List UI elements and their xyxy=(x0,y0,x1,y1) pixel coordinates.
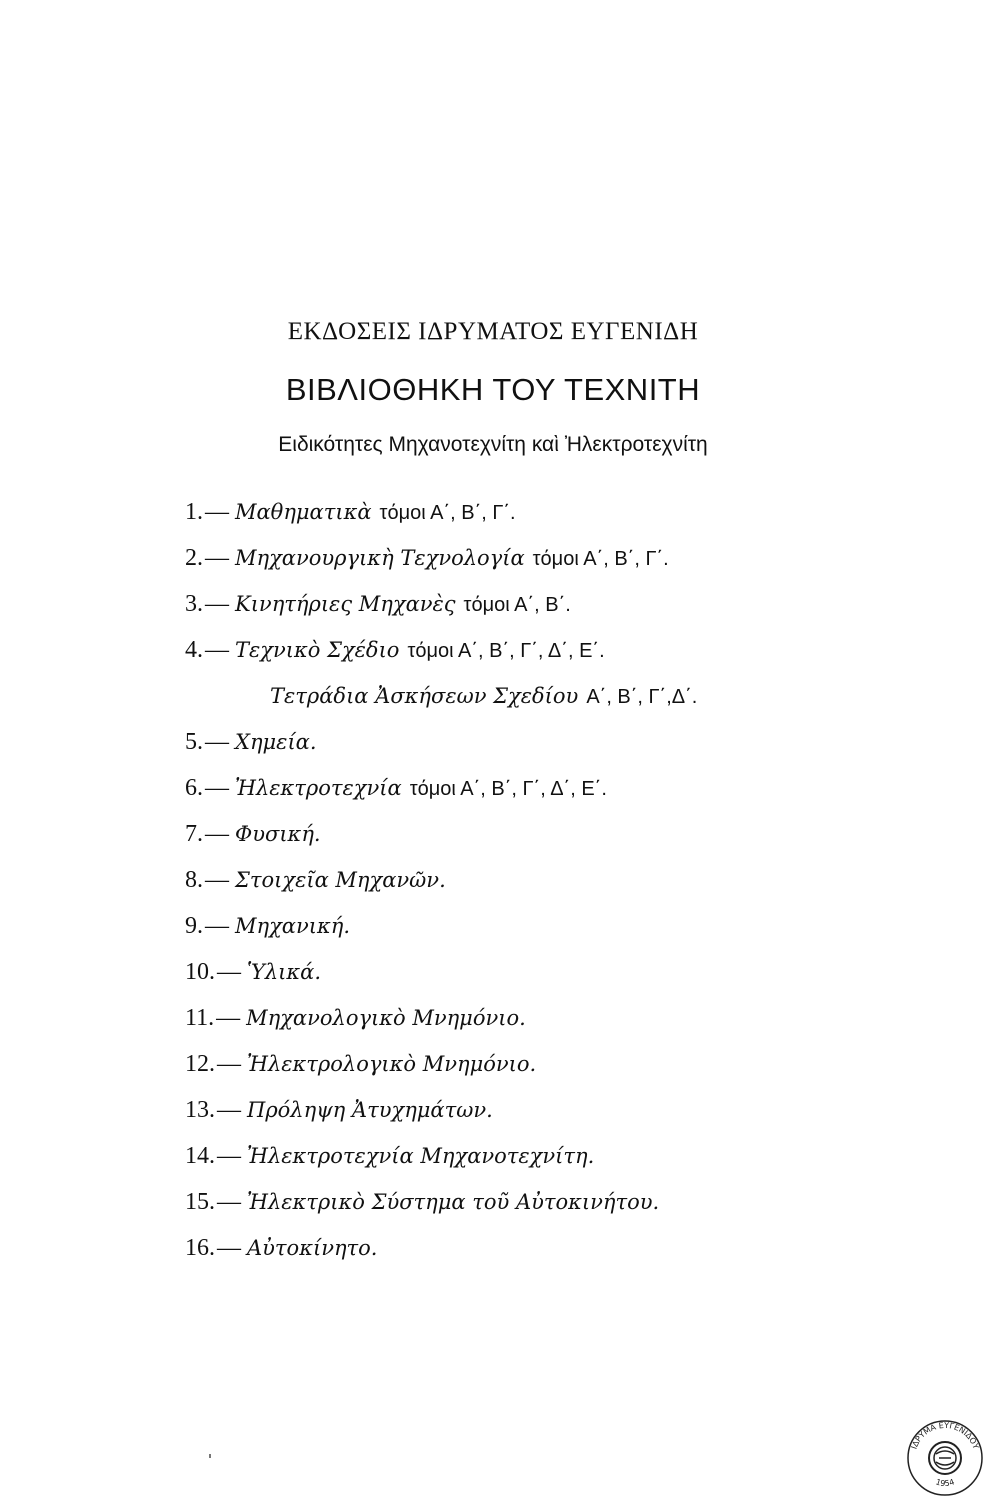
series-title: ΒΙΒΛΙΟΘΗΚΗ ΤΟΥ ΤΕΧΝΙΤΗ xyxy=(285,372,701,407)
item-title: Κινητήριες Μηχανὲς xyxy=(235,592,456,616)
list-item xyxy=(185,998,885,1044)
list-item xyxy=(185,906,885,952)
item-title: Μηχανική. xyxy=(235,914,351,938)
list-item xyxy=(185,1228,885,1274)
item-title: Ἠλεκτροτεχνία Μηχανοτεχνίτη. xyxy=(247,1144,595,1168)
item-dash: — xyxy=(205,729,229,755)
item-title: Ἠλεκτρολογικὸ Μνημόνιο. xyxy=(247,1052,537,1076)
item-number: 1. xyxy=(185,499,203,525)
item-number: 10. xyxy=(185,959,215,985)
item-title: Αὐτοκίνητο. xyxy=(247,1236,378,1260)
item-dash: — xyxy=(217,959,241,985)
list-item xyxy=(185,630,885,676)
item-number: 16. xyxy=(185,1235,215,1261)
item-number: 11. xyxy=(185,1005,215,1031)
item-volumes: τόμοι Α΄, Β΄. xyxy=(463,594,571,616)
item-dash: — xyxy=(205,637,229,663)
item-number: 9. xyxy=(185,913,203,939)
item-volumes: τόμοι Α΄, Β΄, Γ΄, Δ΄, Ε΄. xyxy=(409,778,607,800)
item-number: 6. xyxy=(185,775,203,801)
item-volumes: Α΄, Β΄, Γ΄,Δ΄. xyxy=(586,686,698,708)
list-item xyxy=(185,814,885,860)
foundation-seal-icon xyxy=(905,1418,985,1498)
item-title: Μαθηματικὰ xyxy=(235,500,372,524)
item-number: 3. xyxy=(185,591,203,617)
item-title: Χημεία. xyxy=(235,730,317,754)
item-dash: — xyxy=(205,867,229,893)
item-dash: — xyxy=(205,775,229,801)
item-title: Πρόληψη Ἀτυχημάτων. xyxy=(247,1098,493,1122)
item-dash: — xyxy=(205,821,229,847)
scan-speck xyxy=(209,1454,211,1458)
seal-graphic xyxy=(905,1418,985,1498)
item-dash: — xyxy=(205,499,229,525)
item-number: 7. xyxy=(185,821,203,847)
seal-text: ΙΔΡΥΜΑ ΕΥΓΕΝΙΔΟΥ xyxy=(909,1420,981,1451)
item-dash: — xyxy=(205,545,229,571)
item-volumes: τόμοι Α΄, Β΄, Γ΄. xyxy=(379,502,516,524)
item-title: Μηχανουργικὴ Τεχνολογία xyxy=(235,546,525,570)
item-volumes: τόμοι Α΄, Β΄, Γ΄, Δ΄, Ε΄. xyxy=(407,640,605,662)
item-title: Ἠλεκτροτεχνία xyxy=(235,776,402,800)
item-number: 14. xyxy=(185,1143,215,1169)
item-dash: — xyxy=(217,1097,241,1123)
item-title: Τετράδια Ἀσκήσεων Σχεδίου xyxy=(270,684,579,708)
list-item-sub xyxy=(185,676,885,722)
item-dash: — xyxy=(216,1005,241,1031)
item-title: Ἠλεκτρικὸ Σύστημα τοῦ Αὐτοκινήτου. xyxy=(247,1190,660,1214)
series-subtitle: Ειδικότητες Μηχανοτεχνίτη καὶ Ἠλεκτροτεχνίτη xyxy=(278,433,708,456)
seal-year: 1954 xyxy=(934,1477,956,1489)
item-dash: — xyxy=(205,591,229,617)
book-list xyxy=(185,492,885,1274)
list-item xyxy=(185,768,885,814)
item-number: 12. xyxy=(185,1051,215,1077)
item-dash: — xyxy=(205,913,229,939)
item-number: 4. xyxy=(185,637,203,663)
item-title: Τεχνικὸ Σχέδιο xyxy=(235,638,400,662)
list-item xyxy=(185,492,885,538)
item-number: 13. xyxy=(185,1097,215,1123)
item-number: 8. xyxy=(185,867,203,893)
item-title: Μηχανολογικὸ Μνημόνιο. xyxy=(246,1006,526,1030)
list-item xyxy=(185,584,885,630)
item-dash: — xyxy=(217,1051,241,1077)
item-title: Στοιχεῖα Μηχανῶν. xyxy=(235,868,446,892)
item-dash: — xyxy=(217,1143,241,1169)
item-number: 15. xyxy=(185,1189,215,1215)
item-volumes: τόμοι Α΄, Β΄, Γ΄. xyxy=(532,548,669,570)
list-item xyxy=(185,722,885,768)
item-number: 2. xyxy=(185,545,203,571)
list-item xyxy=(185,1044,885,1090)
item-title: Ὑλικά. xyxy=(247,960,322,984)
item-dash: — xyxy=(217,1189,241,1215)
publisher-heading: ΕΚΔΟΣΕΙΣ ΙΔΡΥΜΑΤΟΣ ΕΥΓΕΝΙΔΗ xyxy=(287,318,699,345)
list-item xyxy=(185,1182,885,1228)
list-item xyxy=(185,1090,885,1136)
list-item xyxy=(185,860,885,906)
item-title: Φυσική. xyxy=(235,822,321,846)
list-item xyxy=(185,1136,885,1182)
item-dash: — xyxy=(217,1235,241,1261)
list-item xyxy=(185,952,885,998)
item-number: 5. xyxy=(185,729,203,755)
list-item xyxy=(185,538,885,584)
